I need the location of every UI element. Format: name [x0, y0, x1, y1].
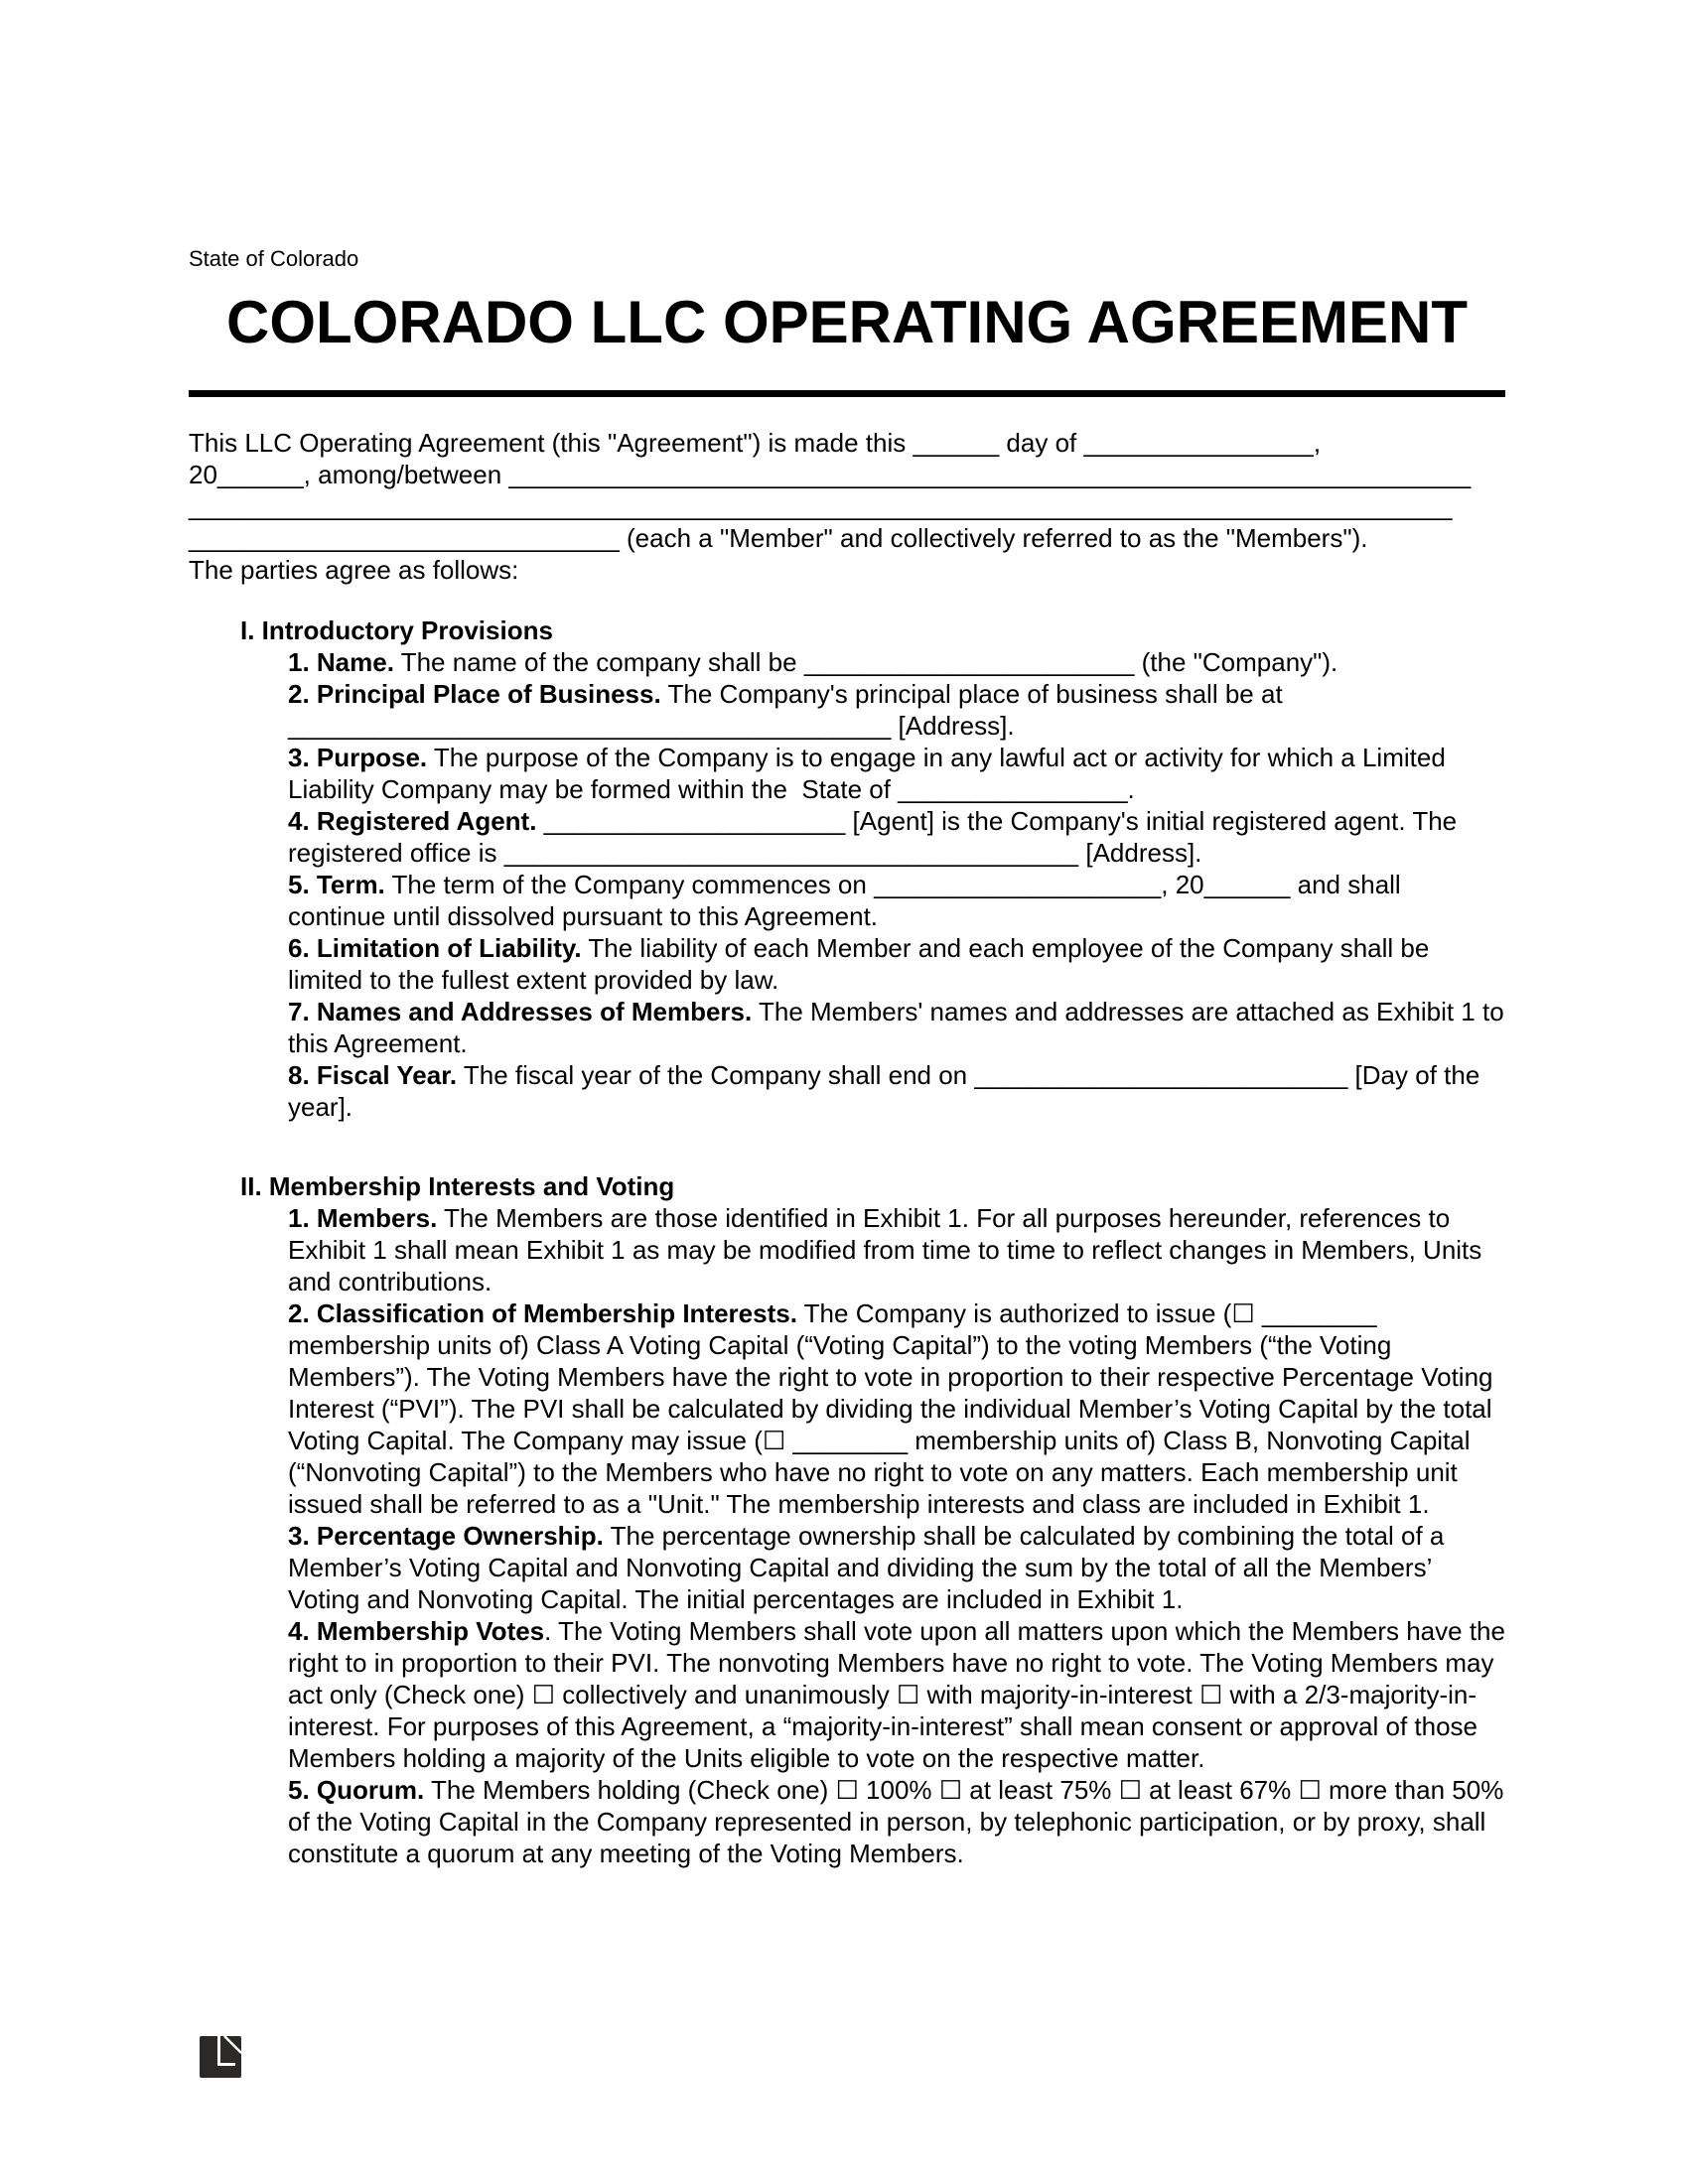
item-label: 1. Members.: [288, 1203, 438, 1233]
list-item: [288, 996, 1511, 1059]
item-text: The percentage ownership shall be calculated by combining the total of a Member’s Voting Capital and Nonvoting Capital and dividing the sum by the total of all the Members’ Voting and Nonvoting Capital. The initial percentages are included in Exhibit 1.: [288, 1521, 1452, 1614]
list-item: [288, 1774, 1511, 1869]
list-item: [288, 1202, 1505, 1297]
legal-templates-logo-icon: [200, 2036, 241, 2078]
list-item: [288, 932, 1505, 996]
item-label: 5. Term.: [288, 870, 385, 899]
document-title: COLORADO LLC OPERATING AGREEMENT: [226, 289, 1468, 355]
item-label: 5. Quorum.: [288, 1775, 425, 1805]
item-text: The purpose of the Company is to engage in any lawful act or activity for which a Limited Liability Company may be formed within the State of ________________.: [288, 743, 1454, 804]
item-text: The term of the Company commences on ____________________, 20______ and shall continue until dissolved pursuant to this Agreement.: [288, 870, 1408, 931]
item-text: The name of the company shall be _______________________ (the "Company").: [393, 647, 1338, 677]
list-item: [288, 1297, 1505, 1520]
item-label: 7. Names and Addresses of Members.: [288, 997, 753, 1026]
item-text: The Members' names and addresses are attached as Exhibit 1 to this Agreement.: [288, 997, 1511, 1058]
list-item: [288, 742, 1505, 805]
intro-line: 20______, among/between ___________________________________________________________________: [189, 460, 1472, 489]
item-label: 1. Name.: [288, 647, 394, 677]
intro-line: The parties agree as follows:: [189, 555, 519, 585]
list-item: [288, 678, 1505, 742]
item-text: . The Voting Members shall vote upon all matters upon which the Members have the right to in proportion to their PVI. The nonvoting Members have no right to vote. The Voting Members may act only (Check one) ☐ collectively and unanimously ☐ with majority-in-interest ☐ with a 2/3-majority-in-interest. For purposes of this Agreement, a “majority-in-interest” shall mean consent or approval of those Members holding a majority of the Units eligible to vote on the respective matter.: [288, 1616, 1513, 1773]
list-item: [288, 1059, 1505, 1123]
list-item: [288, 1615, 1513, 1774]
list-item: [288, 805, 1505, 869]
item-text: The fiscal year of the Company shall end on __________________________ [Day of the year].: [288, 1060, 1487, 1122]
item-label: 8. Fiscal Year.: [288, 1060, 458, 1090]
list-item: [288, 869, 1505, 932]
item-text: The liability of each Member and each employee of the Company shall be limited to the fullest extent provided by law.: [288, 933, 1437, 995]
item-text: The Company's principal place of business shall be at __________________________________________ [Address].: [288, 679, 1290, 741]
list-item: [288, 646, 1505, 678]
state-label: State of Colorado: [189, 246, 359, 271]
item-label: 2. Principal Place of Business.: [288, 679, 661, 709]
item-label: 3. Percentage Ownership.: [288, 1521, 604, 1551]
section-heading: II. Membership Interests and Voting: [240, 1171, 675, 1201]
item-text: _____________________ [Agent] is the Company's initial registered agent. The registered office is ________________________________________ [Address].: [288, 806, 1465, 868]
item-label: 2. Classification of Membership Interests.: [288, 1298, 797, 1328]
intro-line: ______________________________ (each a "Member" and collectively referred to as the "Members").: [189, 523, 1368, 553]
section-heading: I. Introductory Provisions: [240, 615, 553, 645]
list-item: [288, 1520, 1505, 1615]
item-text: The Members holding (Check one) ☐ 100% ☐ at least 75% ☐ at least 67% ☐ more than 50% of the Voting Capital in the Company represented in person, by telephonic participation, or by proxy, shall constitute a quorum at any meeting of the Voting Members.: [288, 1775, 1511, 1868]
section-membership-interests: [189, 1170, 1513, 1869]
item-label: 3. Purpose.: [288, 743, 428, 772]
item-label: 4. Membership Votes: [288, 1616, 545, 1646]
title-rule: [189, 390, 1505, 397]
section-introductory-provisions: [189, 614, 1511, 1123]
item-text: The Company is authorized to issue (☐ ________ membership units of) Class A Voting Capital (“Voting Capital”) to the voting Members (“the Voting Members”). The Voting Members have the right to vote in proportion to their respective Percentage Voting Interest (“PVI”). The PVI shall be calculated by dividing the individual Member’s Voting Capital by the total Voting Capital. The Company may issue (☐ ________ membership units of) Class B, Nonvoting Capital (“Nonvoting Capital”) to the Members who have no right to vote on any matters. Each membership unit issued shall be referred to as a "Unit." The membership interests and class are included in Exhibit 1.: [288, 1298, 1500, 1519]
intro-line: ________________________________________________________________________________________: [189, 491, 1453, 521]
document-content: [189, 246, 1513, 1869]
intro-paragraph: [189, 427, 1505, 586]
item-text: The Members are those identified in Exhibit 1. For all purposes hereunder, references to Exhibit 1 shall mean Exhibit 1 as may be modified from time to time to reflect changes in Members, Units and contributions.: [288, 1203, 1489, 1297]
intro-line: This LLC Operating Agreement (this "Agreement") is made this ______ day of ________________,: [189, 428, 1322, 458]
item-label: 6. Limitation of Liability.: [288, 933, 582, 963]
item-label: 4. Registered Agent.: [288, 806, 537, 836]
